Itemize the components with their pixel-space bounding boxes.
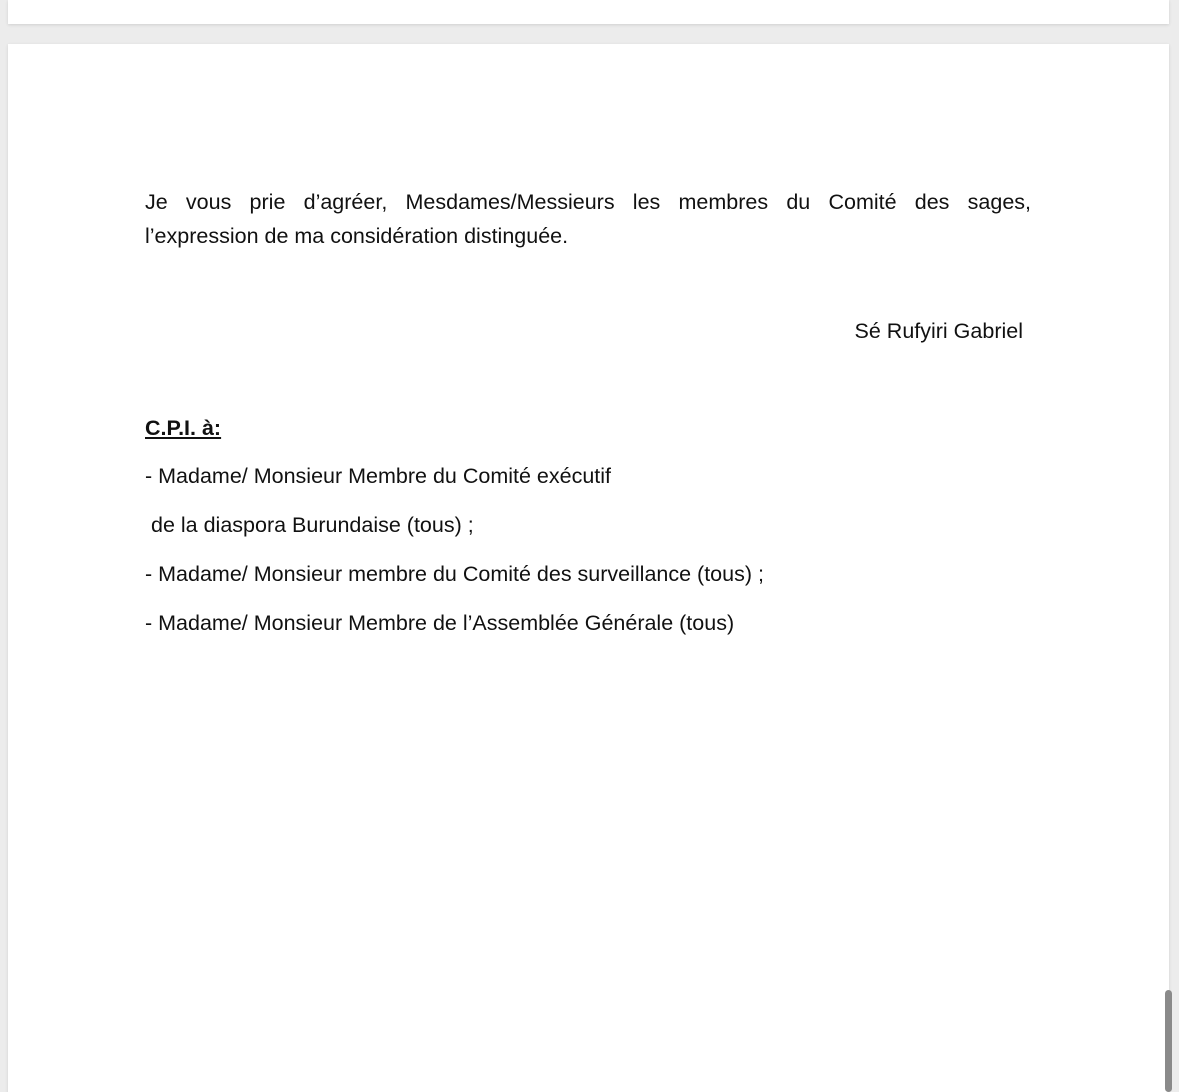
document-page [8,44,1169,1092]
closing-paragraph [145,185,1031,253]
cc-item-executive-committee-continued: de la diaspora Burundaise (tous) ; [151,513,474,537]
cc-item-surveillance-committee: - Madame/ Monsieur membre du Comité des surveillance (tous) ; [145,562,764,586]
closing-line-2: l’expression de ma considération distinguée. [145,224,569,248]
cc-item-general-assembly: - Madame/ Monsieur Membre de l’Assemblée Générale (tous) [145,611,735,635]
previous-page [8,0,1169,24]
cc-item-executive-committee: - Madame/ Monsieur Membre du Comité exécutif [145,464,612,488]
cc-heading: C.P.I. à: [145,416,222,440]
signature: Sé Rufyiri Gabriel [854,319,1023,343]
closing-line-1: Je vous prie d’agréer, Mesdames/Messieurs les membres du Comité des sages, [145,190,1031,214]
vertical-scrollbar[interactable] [1165,990,1172,1092]
